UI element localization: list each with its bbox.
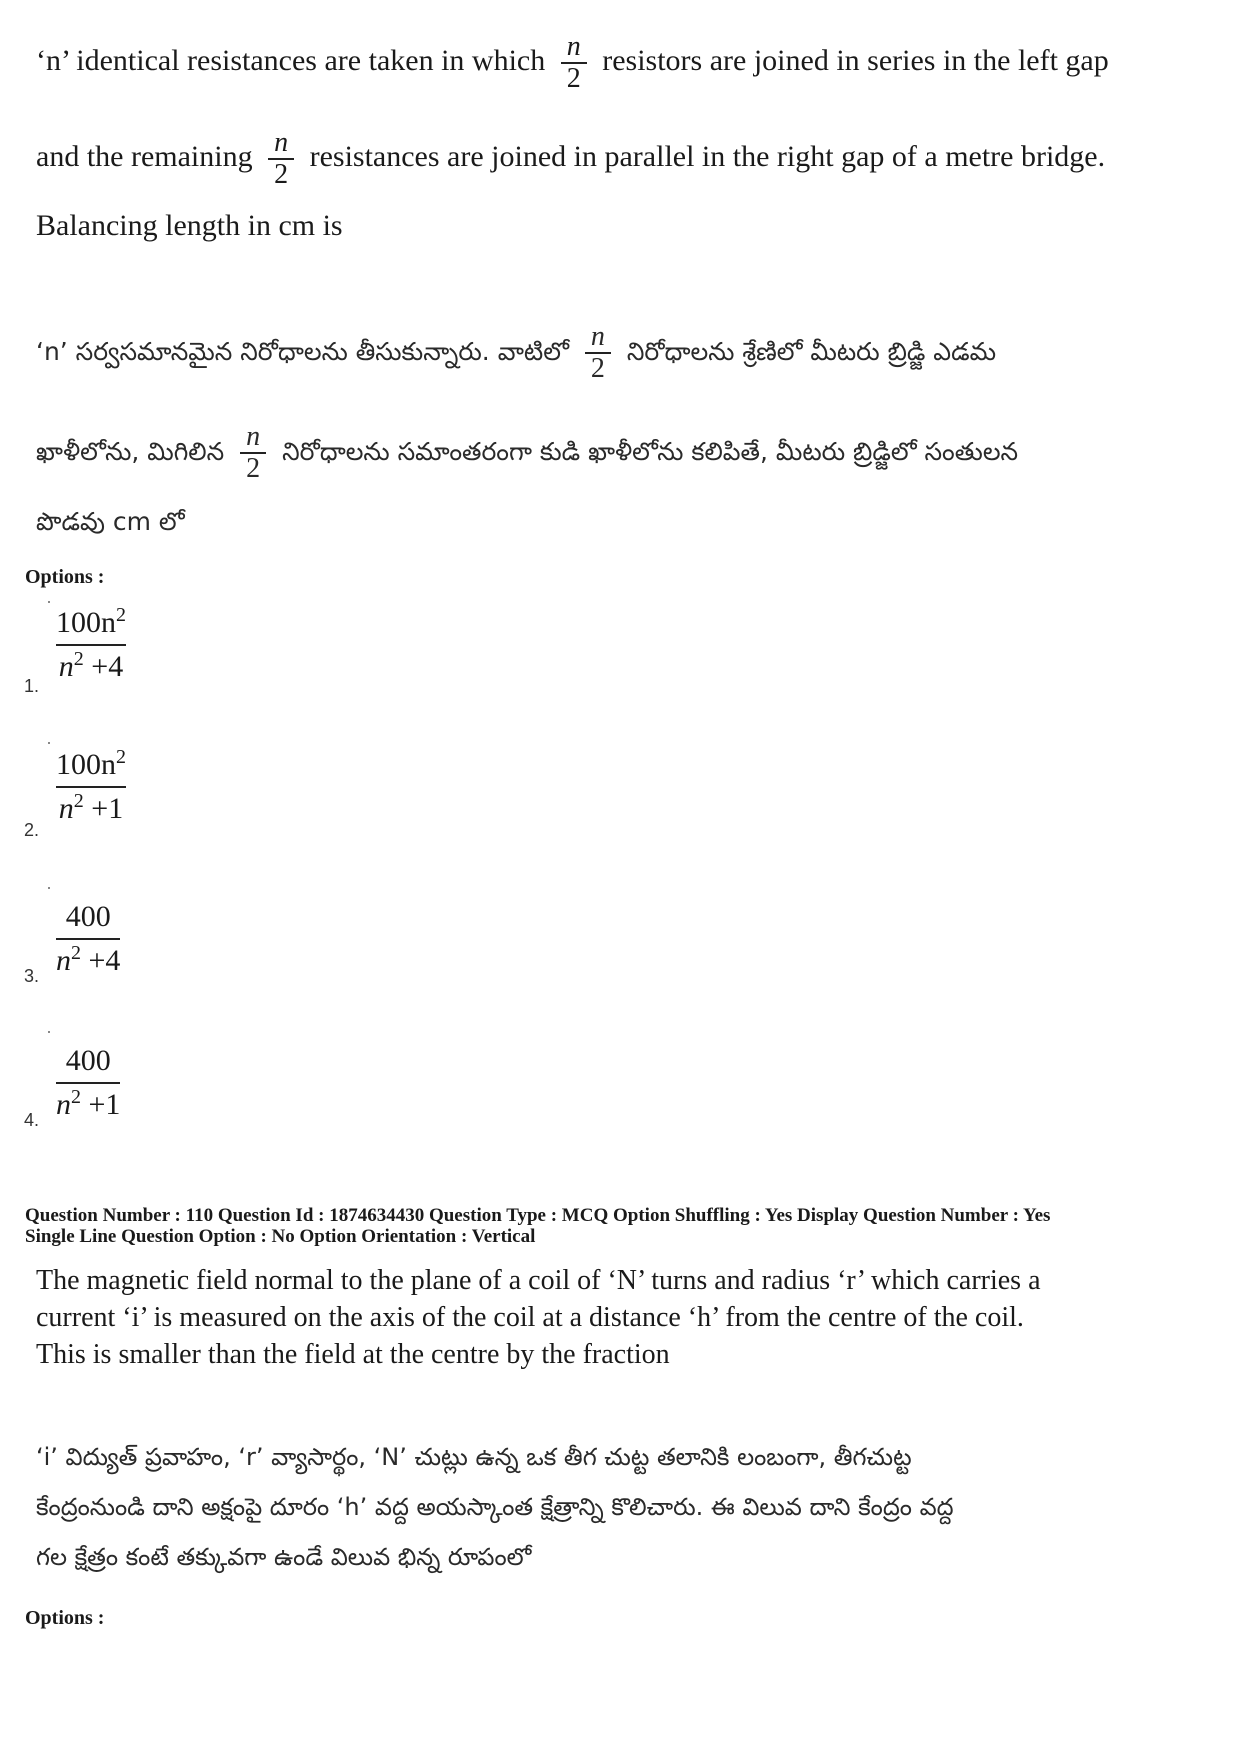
q109-te-line1-a: ‘n’ సర్వసమానమైన నిరోధాలను తీసుకున్నారు. వాటిలో bbox=[36, 337, 569, 366]
n-over-2-fraction bbox=[268, 128, 294, 190]
option-denominator: $n^2 +1$ bbox=[56, 1086, 121, 1121]
option-numerator: $100n^2$ bbox=[56, 746, 126, 781]
option-4-fraction[interactable] bbox=[56, 1042, 120, 1122]
q109-en-line2 bbox=[36, 128, 1105, 190]
option-denominator: $n^2 +4$ bbox=[58, 648, 124, 683]
fraction-numerator: n bbox=[274, 127, 289, 158]
q109-en-line1 bbox=[36, 32, 1109, 94]
option-denominator: $n^2 +1$ bbox=[58, 790, 124, 825]
q109-en-line1-a: ‘n’ identical resistances are taken in which bbox=[36, 43, 546, 77]
option-1-fraction[interactable] bbox=[56, 604, 126, 684]
fraction-numerator: n bbox=[590, 321, 605, 352]
option-3-number: 3. bbox=[24, 966, 40, 986]
fraction-denominator: 2 bbox=[566, 63, 581, 94]
fraction-bar bbox=[56, 786, 126, 788]
fraction-denominator: 2 bbox=[246, 453, 261, 484]
q110-en-line2: current ‘i’ is measured on the axis of the coil at a distance ‘h’ from the centre of the coil. bbox=[36, 1302, 1024, 1333]
fraction-bar bbox=[56, 1082, 120, 1084]
q110-meta-line1: Question Number : 110 Question Id : 1874634430 Question Type : MCQ Option Shuffling : Yes Display Question Number : Yes bbox=[25, 1205, 1051, 1226]
q109-en-line2-b: resistances are joined in parallel in the right gap of a metre bridge. bbox=[309, 139, 1106, 173]
option-2-fraction[interactable] bbox=[56, 746, 126, 826]
q110-en-line1: The magnetic field normal to the plane of a coil of ‘N’ turns and radius ‘r’ which carries a bbox=[36, 1265, 1041, 1296]
q109-options-label: Options : bbox=[25, 566, 105, 588]
n-over-2-fraction bbox=[240, 422, 266, 484]
option-numerator: 400 bbox=[65, 1044, 111, 1077]
option-4-number: 4. bbox=[24, 1110, 40, 1130]
option-numerator: $100n^2$ bbox=[56, 604, 126, 639]
option-1-number: 1. bbox=[24, 676, 40, 696]
q110-options-label: Options : bbox=[25, 1607, 105, 1629]
n-over-2-fraction bbox=[561, 32, 587, 94]
q109-en-line1-b: resistors are joined in series in the left gap bbox=[602, 43, 1109, 77]
q109-te-line1-b: నిరోధాలను శ్రేణిలో మీటరు బ్రిడ్జి ఎడమ bbox=[626, 337, 997, 366]
n-over-2-fraction bbox=[585, 322, 611, 384]
q110-en-line3: This is smaller than the field at the centre by the fraction bbox=[36, 1339, 670, 1370]
q109-te-line3: పొడవు cm లో bbox=[36, 507, 185, 536]
q109-te-line2-a: ఖాళీలోను, మిగిలిన bbox=[36, 437, 225, 466]
q110-telugu-text bbox=[36, 1432, 954, 1582]
q110-te-line2: కేంద్రంనుండి దాని అక్షంపై దూరం ‘h’ వద్ద అయస్కాంత క్షేత్రాన్ని కొలిచారు. ఈ విలువ దాని కేంద్రం వద్ద bbox=[36, 1493, 954, 1521]
q109-en-line2-a: and the remaining bbox=[36, 139, 253, 173]
q110-te-line1: ‘i’ విద్యుత్ ప్రవాహం, ‘r’ వ్యాసార్థం, ‘N’ చుట్లు ఉన్న ఒక తీగ చుట్ట తలానికి లంబంగా, తీగచుట్ట bbox=[36, 1443, 912, 1471]
fraction-denominator: 2 bbox=[274, 159, 289, 190]
q109-te-line2 bbox=[36, 422, 1018, 484]
q110-english-text bbox=[36, 1262, 1041, 1373]
fraction-bar bbox=[56, 644, 126, 646]
option-denominator: $n^2 +4$ bbox=[56, 942, 121, 977]
q109-te-line2-b: నిరోధాలను సమాంతరంగా కుడి ఖాళీలోను కలిపితే, మీటరు బ్రిడ్జిలో సంతులన bbox=[282, 437, 1019, 466]
fraction-denominator: 2 bbox=[590, 353, 605, 384]
fraction-numerator: n bbox=[566, 31, 581, 62]
q109-en-line3: Balancing length in cm is bbox=[36, 209, 343, 242]
fraction-bar bbox=[56, 938, 120, 940]
option-numerator: 400 bbox=[65, 900, 111, 933]
option-2-number: 2. bbox=[24, 820, 40, 840]
option-3-fraction[interactable] bbox=[56, 898, 120, 978]
fraction-numerator: n bbox=[246, 421, 261, 452]
q110-te-line3: గల క్షేత్రం కంటే తక్కువగా ఉండే విలువ భిన్న రూపంలో bbox=[36, 1543, 532, 1571]
q109-te-line1 bbox=[36, 322, 996, 384]
q110-meta-line2: Single Line Question Option : No Option Orientation : Vertical bbox=[25, 1226, 536, 1247]
